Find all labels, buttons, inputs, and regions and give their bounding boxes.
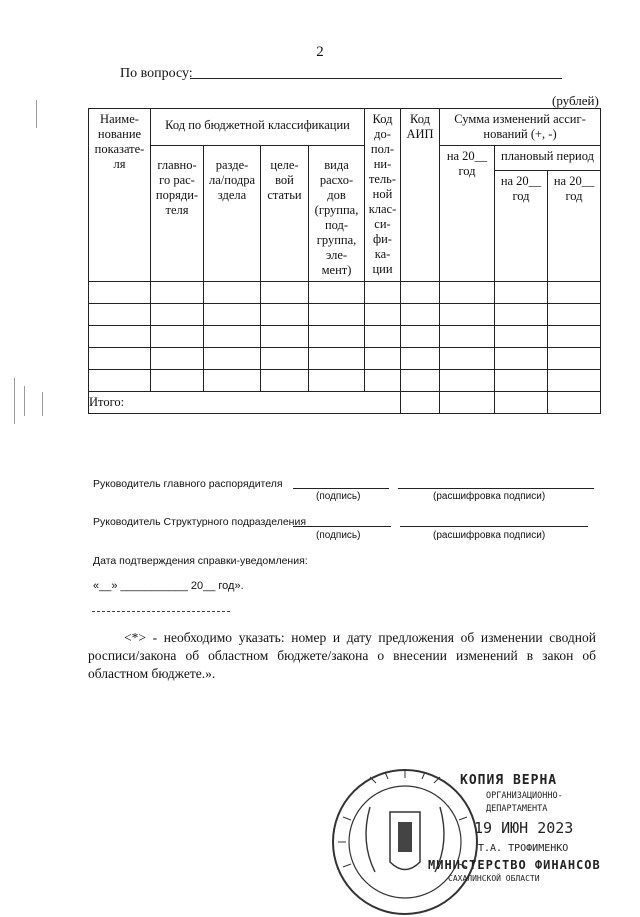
head-signature-line — [293, 488, 389, 489]
header-sum-changes: Сумма изменений ассиг- нований (+, -) — [440, 109, 601, 146]
total-label: Итого: — [89, 392, 401, 414]
region-name: САХАЛИНСКОЙ ОБЛАСТИ — [448, 874, 540, 883]
question-label: По вопросу: — [120, 66, 193, 81]
ministry-name: МИНИСТЕРСТВО ФИНАНСОВ — [428, 858, 601, 872]
question-fill-line — [190, 78, 562, 79]
head-decoding-line — [398, 488, 594, 489]
header-supplementary-code: Код до- пол- ни- тель- ной клас- си- фи- ка- ции — [365, 109, 401, 282]
official-name: Т.А. ТРОФИМЕНКО — [478, 843, 569, 854]
footnote-separator — [92, 611, 230, 612]
structural-head-label: Руководитель Структурного подразделения — [93, 516, 307, 528]
scan-artifact — [14, 378, 15, 424]
scan-artifact — [36, 100, 37, 128]
table-row — [89, 304, 601, 326]
structural-signature-hint: (подпись) — [316, 530, 361, 541]
header-planning-period: плановый период — [495, 146, 601, 171]
header-year-plan-1: на 20__ год — [495, 171, 548, 282]
budget-classification-table — [88, 108, 601, 414]
header-expense-type: вида расхо- дов (группа, под- группа, эле- мент) — [309, 146, 365, 282]
header-main-manager: главно- го рас- поряди- теля — [151, 146, 204, 282]
total-row — [89, 392, 601, 414]
department-line-1: ОРГАНИЗАЦИОННО- — [486, 791, 563, 801]
table-row — [89, 348, 601, 370]
table-row — [89, 370, 601, 392]
structural-signature-line — [293, 526, 391, 527]
head-decoding-hint: (расшифровка подписи) — [433, 491, 546, 502]
head-signature-hint: (подпись) — [316, 491, 361, 502]
scan-artifact — [42, 392, 43, 416]
ministry-seal-icon — [330, 767, 480, 917]
page-number: 2 — [316, 44, 324, 60]
scan-artifact — [24, 386, 25, 416]
copy-true-stamp: КОПИЯ ВЕРНА — [460, 773, 558, 788]
header-year-current: на 20__ год — [440, 146, 495, 282]
confirmation-date-label: Дата подтверждения справки-уведомления: — [93, 555, 308, 567]
table-row — [89, 326, 601, 348]
structural-decoding-line — [400, 526, 588, 527]
header-year-plan-2: на 20__ год — [548, 171, 601, 282]
header-budget-code: Код по бюджетной классификации — [151, 109, 365, 146]
header-indicator-name: Наиме- нование показате- ля — [89, 109, 151, 282]
head-manager-label: Руководитель главного распорядителя — [93, 478, 283, 490]
currency-note: (рублей) — [552, 93, 599, 108]
header-section: разде- ла/подра здела — [204, 146, 261, 282]
certification-date: 19 ИЮН 2023 — [474, 819, 574, 837]
table-row — [89, 282, 601, 304]
header-target-article: целе- вой статьи — [261, 146, 309, 282]
footnote-text: <*> - необходимо указать: номер и дату предложения об изменении сводной росписи/закона об областном бюджете/закона о внесении изменений в закон об областном бюджете.». — [88, 630, 596, 681]
confirmation-date-template: «__» ___________ 20__ год». — [93, 580, 244, 592]
structural-decoding-hint: (расшифровка подписи) — [433, 530, 546, 541]
header-aip-code: Код АИП — [401, 109, 440, 282]
department-line-2: ДЕПАРТАМЕНТА — [486, 804, 548, 814]
